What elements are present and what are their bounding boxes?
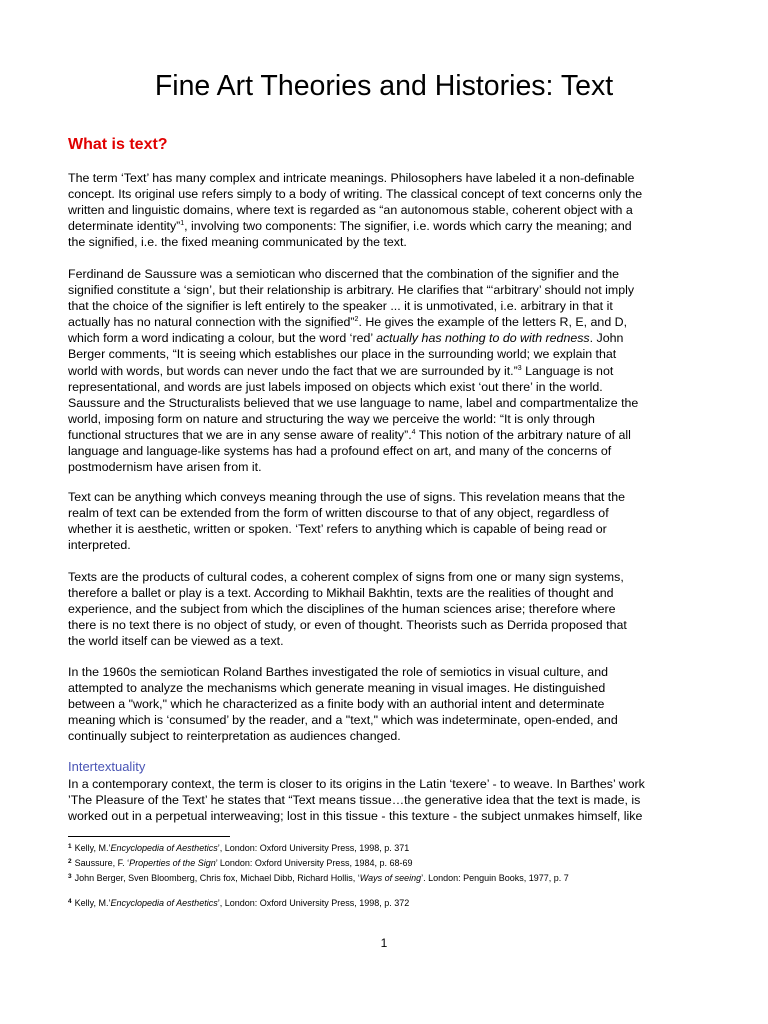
text-fragment: functional structures that we are in any sense aware of reality”. <box>68 427 412 442</box>
text-line: therefore a ballet or play is a text. According to Mikhail Bakhtin, texts are the realities of thought and <box>68 586 614 601</box>
text-line: the world itself can be viewed as a text. <box>68 634 284 649</box>
footnote-text: Saussure, F. ‘ <box>74 858 130 868</box>
paragraph-1 <box>68 170 710 250</box>
text-line: written and linguistic domains, where text is regarded as “an autonomous stable, coherent object with a <box>68 203 633 218</box>
text-line: continually subject to reinterpretation as audiences changed. <box>68 729 401 744</box>
text-line: postmodernism have arisen from it. <box>68 460 262 475</box>
text-line: there is no text there is no object of study, or even of thought. Theorists such as Derrida proposed that <box>68 618 627 633</box>
footnote-text: ’ London: Oxford University Press, 1984, p. 68-69 <box>215 858 413 868</box>
text-line <box>68 314 710 330</box>
text-fragment: determinate identity” <box>68 219 181 234</box>
text-line: Texts are the products of cultural codes, a coherent complex of signs from one or many sign systems, <box>68 570 624 584</box>
footnote-text: John Berger, Sven Bloomberg, Chris fox, Michael Dibb, Richard Hollis, ‘ <box>74 873 360 883</box>
footnote-text: ’, London: Oxford University Press, 1998, p. 371 <box>217 843 410 853</box>
text-fragment: This notion of the arbitrary nature of all <box>415 427 631 442</box>
text-line: realm of text can be extended from the form of written discourse to that of any object, regardless of <box>68 506 609 521</box>
text-line: Ferdinand de Saussure was a semiotican who discerned that the combination of the signifier and the <box>68 267 620 281</box>
paragraph-6 <box>68 776 710 824</box>
text-fragment: Language is not <box>521 363 614 378</box>
text-line: worked out in a perpetual interweaving; lost in this tissue - this texture - the subject unmakes himself, like <box>68 809 643 824</box>
text-line <box>68 427 710 443</box>
text-line <box>68 330 710 346</box>
footnote-title: Encyclopedia of Aesthetics <box>110 843 218 853</box>
footnote-title: Encyclopedia of Aesthetics <box>110 898 218 908</box>
italic-text: actually has nothing to do with redness <box>376 331 590 346</box>
text-line: representational, and words are just labels imposed on objects which exist ‘out there’ in the world. <box>68 379 603 394</box>
footnote-number: 1 <box>68 843 72 850</box>
page-number: 1 <box>380 936 388 950</box>
text-line: experience, and the subject from which the disciplines of the human sciences arise; therefore where <box>68 602 616 617</box>
text-fragment: world with words, but words can never undo the fact that we are surrounded by it.” <box>68 363 518 378</box>
text-line: The term ‘Text’ has many complex and intricate meanings. Philosophers have labeled it a non-definable <box>68 171 635 185</box>
text-line: whether it is aesthetic, written or spoken. ‘Text’ refers to anything which is capable of being read or <box>68 522 607 537</box>
footnote-text: ’. London: Penguin Books, 1977, p. 7 <box>421 873 569 883</box>
paragraph-5 <box>68 664 710 744</box>
paragraph-4 <box>68 569 710 649</box>
text-fragment: . John <box>589 331 624 346</box>
footnote-ref[interactable]: 4 <box>411 428 416 436</box>
footnote-3 <box>68 873 728 884</box>
document-title: Fine Art Theories and Histories: Text <box>154 70 614 102</box>
section-heading: What is text? <box>68 136 168 153</box>
footnote-text: ’, London: Oxford University Press, 1998, p. 372 <box>217 898 410 908</box>
text-line: language and language-like systems has had a profound effect on art, and many of the concerns of <box>68 444 612 459</box>
text-line: attempted to analyze the mechanisms which generate meaning in visual images. He distinguished <box>68 681 606 696</box>
text-line: In the 1960s the semiotican Roland Barthes investigated the role of semiotics in visual culture, and <box>68 665 608 679</box>
text-line <box>68 218 710 234</box>
text-line: interpreted. <box>68 538 131 553</box>
text-fragment: , involving two components: The signifier, i.e. words which carry the meaning; and <box>184 219 632 234</box>
footnote-4 <box>68 898 728 909</box>
footnote-title: Properties of the Sign <box>129 858 216 868</box>
text-line: Saussure and the Structuralists believed that we use language to name, label and compartmentalize the <box>68 395 639 410</box>
text-line: Text can be anything which conveys meaning through the use of signs. This revelation means that the <box>68 490 625 504</box>
footnote-ref[interactable]: 1 <box>180 220 185 228</box>
footnote-divider <box>68 836 230 837</box>
text-fragment: which form a word indicating a colour, but the word ‘red’ <box>68 331 377 346</box>
paragraph-2 <box>68 266 710 475</box>
subheading-intertextuality: Intertextuality <box>68 759 146 774</box>
footnote-number: 2 <box>68 858 72 865</box>
text-line: that the choice of the signifier is left entirely to the speaker ... it is unmotivated, i.e. arbitrary in that it <box>68 299 613 314</box>
text-fragment: . He gives the example of the letters R, E, and D, <box>358 315 628 330</box>
text-line: between a "work," which he characterized as a finite body with an authorial intent and determinate <box>68 697 605 712</box>
footnote-title: Ways of seeing <box>359 873 422 883</box>
text-line: the signified, i.e. the fixed meaning communicated by the text. <box>68 235 407 250</box>
footnote-1 <box>68 843 728 854</box>
text-line: In a contemporary context, the term is closer to its origins in the Latin ‘texere’ - to weave. In Barthes’ work <box>68 777 645 791</box>
text-line: Berger comments, “It is seeing which establishes our place in the surrounding world; we explain that <box>68 347 617 362</box>
footnote-text: Kelly, M.’ <box>74 843 111 853</box>
text-line: concept. Its original use refers simply to a body of writing. The classical concept of text concerns only the <box>68 187 643 202</box>
text-line: meaning which is ‘consumed’ by the reader, and a "text," which was indeterminate, open-ended, and <box>68 713 618 728</box>
text-line: ’The Pleasure of the Text’ he states that “Text means tissue…the generative idea that the text is made, is <box>68 793 641 808</box>
text-fragment: actually has no natural connection with the signified” <box>68 315 355 330</box>
text-line: world, imposing form on nature and structuring the way we perceive the world: “It is only through <box>68 411 595 426</box>
paragraph-3 <box>68 489 710 553</box>
footnote-text: Kelly, M.’ <box>74 898 111 908</box>
footnote-number: 4 <box>68 898 72 905</box>
footnote-ref[interactable]: 2 <box>354 316 359 324</box>
footnote-number: 3 <box>68 873 72 880</box>
text-line: signified constitute a ‘sign’, but their relationship is arbitrary. He clarifies that “‘arbitrary’ should not imply <box>68 283 635 298</box>
footnote-ref[interactable]: 3 <box>517 364 522 372</box>
text-line <box>68 363 710 379</box>
footnote-2 <box>68 858 728 869</box>
